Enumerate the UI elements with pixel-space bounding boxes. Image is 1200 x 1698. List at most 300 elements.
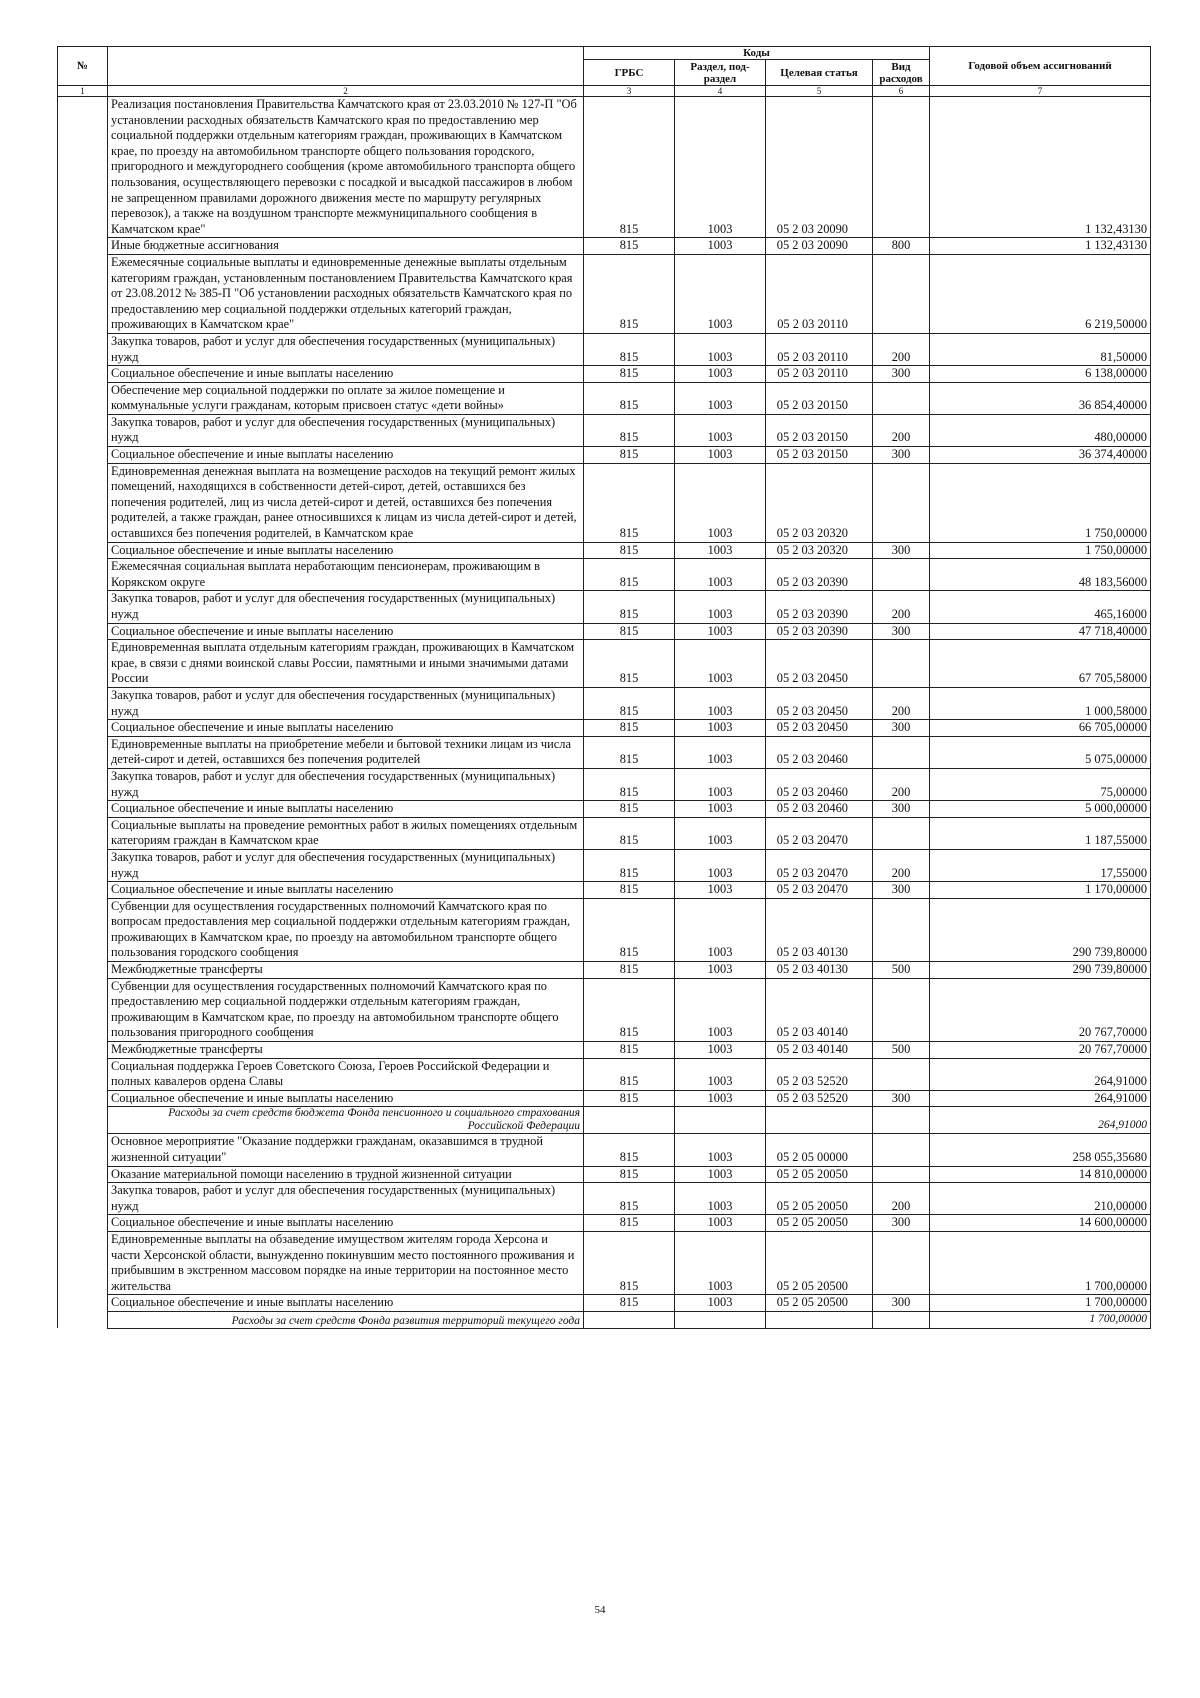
cell-name: Межбюджетные трансферты <box>108 962 584 979</box>
cell-num <box>58 1042 108 1059</box>
cell-num <box>58 1183 108 1215</box>
cell-section: 1003 <box>675 801 766 818</box>
cell-amount: 290 739,80000 <box>930 962 1151 979</box>
cell-grbs <box>584 1311 675 1328</box>
cell-amount: 1 700,00000 <box>930 1311 1151 1328</box>
table-row <box>58 366 1151 383</box>
cell-name: Единовременные выплаты на обзаведение имуществом жителям города Херсона и части Херсонской области, вынужденно покинувшим место постоянного проживания и прибывшим в экстренном массовом порядке на иные территории на постоянное место жительства <box>108 1231 584 1294</box>
cell-name: Единовременные выплаты на приобретение мебели и бытовой техники лицам из числа детей-сирот и детей, оставшихся без попечения родителей <box>108 736 584 768</box>
cell-target: 05 2 05 20500 <box>766 1231 873 1294</box>
cell-num <box>58 238 108 255</box>
cell-num <box>58 817 108 849</box>
cell-type <box>873 382 930 414</box>
cell-section <box>675 1311 766 1328</box>
cell-grbs: 815 <box>584 898 675 961</box>
table-row <box>58 559 1151 591</box>
budget-table <box>57 46 1151 1329</box>
table-row <box>58 1107 1151 1134</box>
budget-table-page <box>57 46 1150 1329</box>
cell-grbs: 815 <box>584 1058 675 1090</box>
cell-grbs: 815 <box>584 1295 675 1312</box>
cell-grbs: 815 <box>584 254 675 333</box>
cell-type <box>873 978 930 1041</box>
table-row <box>58 720 1151 737</box>
cell-type <box>873 463 930 542</box>
cell-type: 200 <box>873 333 930 365</box>
cell-section: 1003 <box>675 640 766 688</box>
cell-num <box>58 447 108 464</box>
cell-amount: 20 767,70000 <box>930 978 1151 1041</box>
cell-type <box>873 1107 930 1134</box>
cell-amount: 1 750,00000 <box>930 542 1151 559</box>
cell-grbs: 815 <box>584 736 675 768</box>
cell-name: Социальное обеспечение и иные выплаты населению <box>108 1295 584 1312</box>
cell-section: 1003 <box>675 463 766 542</box>
cell-type <box>873 1166 930 1183</box>
cell-type <box>873 1058 930 1090</box>
table-row <box>58 414 1151 446</box>
cell-grbs: 815 <box>584 414 675 446</box>
cell-type: 200 <box>873 591 930 623</box>
cell-amount: 1 187,55000 <box>930 817 1151 849</box>
cell-grbs: 815 <box>584 623 675 640</box>
cell-num <box>58 1107 108 1134</box>
header-section: Раздел, под-раздел <box>675 60 766 86</box>
cell-target: 05 2 03 20460 <box>766 768 873 800</box>
cell-name: Субвенции для осуществления государственных полномочий Камчатского края по предоставлению мер социальной поддержки отдельным категориям граждан, проживающим в Камчатском крае, по проезду на автомобильном транспорте общего пользования пригородного сообщения <box>108 978 584 1041</box>
cell-num <box>58 463 108 542</box>
cell-grbs: 815 <box>584 768 675 800</box>
cell-target: 05 2 03 20390 <box>766 591 873 623</box>
cell-target: 05 2 05 20500 <box>766 1295 873 1312</box>
cell-grbs: 815 <box>584 542 675 559</box>
cell-grbs: 815 <box>584 720 675 737</box>
cell-section: 1003 <box>675 97 766 238</box>
header-name <box>108 47 584 86</box>
cell-type <box>873 1231 930 1294</box>
cell-name: Закупка товаров, работ и услуг для обеспечения государственных (муниципальных) нужд <box>108 414 584 446</box>
cell-target: 05 2 03 20460 <box>766 801 873 818</box>
cell-type <box>873 817 930 849</box>
cell-num <box>58 1090 108 1107</box>
cell-amount: 1 700,00000 <box>930 1231 1151 1294</box>
cell-name: Расходы за счет средств Фонда развития территорий текущего года <box>108 1311 584 1328</box>
cell-target: 05 2 03 40140 <box>766 1042 873 1059</box>
cell-section <box>675 1107 766 1134</box>
cell-name: Закупка товаров, работ и услуг для обеспечения государственных (муниципальных) нужд <box>108 1183 584 1215</box>
cell-name: Социальное обеспечение и иные выплаты населению <box>108 447 584 464</box>
col-number: 2 <box>108 86 584 97</box>
cell-num <box>58 720 108 737</box>
cell-type <box>873 97 930 238</box>
cell-target: 05 2 03 40130 <box>766 898 873 961</box>
cell-grbs: 815 <box>584 978 675 1041</box>
cell-amount: 14 600,00000 <box>930 1215 1151 1232</box>
cell-grbs: 815 <box>584 640 675 688</box>
cell-grbs: 815 <box>584 1215 675 1232</box>
cell-section: 1003 <box>675 768 766 800</box>
cell-amount: 1 700,00000 <box>930 1295 1151 1312</box>
cell-num <box>58 382 108 414</box>
cell-num <box>58 414 108 446</box>
cell-grbs: 815 <box>584 882 675 899</box>
header-grbs: ГРБС <box>584 60 675 86</box>
cell-amount: 1 000,58000 <box>930 687 1151 719</box>
cell-section: 1003 <box>675 1295 766 1312</box>
cell-target: 05 2 03 20320 <box>766 542 873 559</box>
cell-num <box>58 559 108 591</box>
cell-name: Основное мероприятие "Оказание поддержки гражданам, оказавшимся в трудной жизненной ситуации" <box>108 1134 584 1166</box>
cell-num <box>58 366 108 383</box>
cell-section: 1003 <box>675 254 766 333</box>
table-row <box>58 97 1151 238</box>
cell-amount: 17,55000 <box>930 849 1151 881</box>
cell-amount: 66 705,00000 <box>930 720 1151 737</box>
table-row <box>58 1058 1151 1090</box>
cell-type: 300 <box>873 720 930 737</box>
cell-amount: 36 374,40000 <box>930 447 1151 464</box>
cell-grbs: 815 <box>584 238 675 255</box>
cell-num <box>58 333 108 365</box>
table-row <box>58 238 1151 255</box>
cell-target: 05 2 03 20460 <box>766 736 873 768</box>
cell-type: 200 <box>873 1183 930 1215</box>
cell-target: 05 2 03 40130 <box>766 962 873 979</box>
cell-type: 300 <box>873 801 930 818</box>
header-type: Вид расходов <box>873 60 930 86</box>
table-row <box>58 254 1151 333</box>
cell-type: 300 <box>873 1215 930 1232</box>
cell-section: 1003 <box>675 849 766 881</box>
cell-amount: 264,91000 <box>930 1058 1151 1090</box>
cell-name: Закупка товаров, работ и услуг для обеспечения государственных (муниципальных) нужд <box>108 591 584 623</box>
cell-section: 1003 <box>675 898 766 961</box>
cell-section: 1003 <box>675 1042 766 1059</box>
cell-section: 1003 <box>675 414 766 446</box>
cell-target: 05 2 03 20150 <box>766 447 873 464</box>
cell-name: Закупка товаров, работ и услуг для обеспечения государственных (муниципальных) нужд <box>108 687 584 719</box>
cell-grbs: 815 <box>584 333 675 365</box>
table-row <box>58 1134 1151 1166</box>
cell-amount: 81,50000 <box>930 333 1151 365</box>
cell-section: 1003 <box>675 1166 766 1183</box>
table-body <box>58 97 1151 1329</box>
cell-name: Закупка товаров, работ и услуг для обеспечения государственных (муниципальных) нужд <box>108 768 584 800</box>
cell-target: 05 2 03 20090 <box>766 238 873 255</box>
cell-section: 1003 <box>675 882 766 899</box>
cell-grbs: 815 <box>584 447 675 464</box>
table-row <box>58 1090 1151 1107</box>
cell-type: 200 <box>873 414 930 446</box>
cell-section: 1003 <box>675 1090 766 1107</box>
table-row <box>58 849 1151 881</box>
cell-name: Социальное обеспечение и иные выплаты населению <box>108 801 584 818</box>
cell-target: 05 2 03 20110 <box>766 366 873 383</box>
cell-target: 05 2 05 20050 <box>766 1166 873 1183</box>
col-number: 7 <box>930 86 1151 97</box>
cell-num <box>58 768 108 800</box>
cell-grbs: 815 <box>584 559 675 591</box>
cell-grbs: 815 <box>584 591 675 623</box>
cell-target: 05 2 03 20390 <box>766 623 873 640</box>
cell-target: 05 2 03 20470 <box>766 882 873 899</box>
cell-grbs: 815 <box>584 962 675 979</box>
cell-type: 300 <box>873 1295 930 1312</box>
table-row <box>58 1183 1151 1215</box>
cell-section: 1003 <box>675 447 766 464</box>
cell-target: 05 2 03 20470 <box>766 849 873 881</box>
cell-grbs: 815 <box>584 1090 675 1107</box>
table-row <box>58 882 1151 899</box>
cell-target: 05 2 03 20470 <box>766 817 873 849</box>
cell-target: 05 2 03 52520 <box>766 1058 873 1090</box>
cell-section: 1003 <box>675 687 766 719</box>
cell-name: Иные бюджетные ассигнования <box>108 238 584 255</box>
cell-name: Ежемесячная социальная выплата неработающим пенсионерам, проживающим в Корякском округе <box>108 559 584 591</box>
cell-num <box>58 97 108 238</box>
cell-section: 1003 <box>675 1134 766 1166</box>
cell-target: 05 2 03 20090 <box>766 97 873 238</box>
table-row <box>58 1215 1151 1232</box>
col-number: 3 <box>584 86 675 97</box>
cell-amount: 14 810,00000 <box>930 1166 1151 1183</box>
cell-num <box>58 801 108 818</box>
cell-section: 1003 <box>675 978 766 1041</box>
cell-type: 300 <box>873 447 930 464</box>
cell-target <box>766 1311 873 1328</box>
cell-amount: 6 219,50000 <box>930 254 1151 333</box>
cell-name: Закупка товаров, работ и услуг для обеспечения государственных (муниципальных) нужд <box>108 849 584 881</box>
cell-type: 300 <box>873 623 930 640</box>
cell-num <box>58 254 108 333</box>
cell-amount: 290 739,80000 <box>930 898 1151 961</box>
cell-type <box>873 254 930 333</box>
cell-grbs: 815 <box>584 366 675 383</box>
cell-section: 1003 <box>675 333 766 365</box>
cell-name: Расходы за счет средств бюджета Фонда пенсионного и социального страхования Российской Федерации <box>108 1107 584 1134</box>
cell-amount: 6 138,00000 <box>930 366 1151 383</box>
cell-grbs: 815 <box>584 382 675 414</box>
cell-num <box>58 687 108 719</box>
cell-section: 1003 <box>675 1215 766 1232</box>
cell-type: 200 <box>873 849 930 881</box>
table-row <box>58 591 1151 623</box>
cell-name: Реализация постановления Правительства Камчатского края от 23.03.2010 № 127-П "Об установлении расходных обязательств Камчатского края по предоставлению мер социальной поддержки отдельным категориям граждан, проживающих в Камчатском крае, по проезду на автомобильном транспорте общего пользования городского, пригородного и междугороднего сообщения (кроме автомобильного транспорта общего пользования, осуществляющего перевозки с посадкой и высадкой пассажиров в любом не запрещенном правилами дорожного движения месте по маршруту регулярных перевозок), а также на воздушном транспорте межмуниципального сообщения в Камчатском крае" <box>108 97 584 238</box>
table-row <box>58 623 1151 640</box>
cell-section: 1003 <box>675 1058 766 1090</box>
cell-num <box>58 962 108 979</box>
cell-type: 200 <box>873 768 930 800</box>
cell-grbs: 815 <box>584 849 675 881</box>
cell-amount: 1 170,00000 <box>930 882 1151 899</box>
cell-grbs: 815 <box>584 97 675 238</box>
cell-grbs: 815 <box>584 817 675 849</box>
cell-target: 05 2 03 20110 <box>766 254 873 333</box>
cell-section: 1003 <box>675 1231 766 1294</box>
cell-amount: 36 854,40000 <box>930 382 1151 414</box>
cell-amount: 1 132,43130 <box>930 97 1151 238</box>
cell-name: Социальное обеспечение и иные выплаты населению <box>108 623 584 640</box>
cell-type <box>873 559 930 591</box>
cell-num <box>58 1231 108 1294</box>
cell-type: 300 <box>873 542 930 559</box>
table-row <box>58 1042 1151 1059</box>
cell-grbs: 815 <box>584 1183 675 1215</box>
table-row <box>58 640 1151 688</box>
cell-type <box>873 736 930 768</box>
cell-name: Социальное обеспечение и иные выплаты населению <box>108 1090 584 1107</box>
cell-section: 1003 <box>675 736 766 768</box>
cell-amount: 480,00000 <box>930 414 1151 446</box>
cell-amount: 75,00000 <box>930 768 1151 800</box>
cell-num <box>58 736 108 768</box>
cell-num <box>58 849 108 881</box>
cell-amount: 47 718,40000 <box>930 623 1151 640</box>
cell-grbs: 815 <box>584 1042 675 1059</box>
table-row <box>58 1166 1151 1183</box>
cell-name: Социальное обеспечение и иные выплаты населению <box>108 720 584 737</box>
cell-target: 05 2 03 20320 <box>766 463 873 542</box>
cell-target: 05 2 03 40140 <box>766 978 873 1041</box>
table-row <box>58 447 1151 464</box>
cell-section: 1003 <box>675 720 766 737</box>
cell-name: Межбюджетные трансферты <box>108 1042 584 1059</box>
cell-name: Субвенции для осуществления государственных полномочий Камчатского края по вопросам предоставления мер социальной поддержки отдельным категориям граждан, проживающих в Камчатском крае, по проезду на автомобильном транспорте общего пользования городского сообщения <box>108 898 584 961</box>
cell-section: 1003 <box>675 382 766 414</box>
cell-num <box>58 623 108 640</box>
cell-section: 1003 <box>675 623 766 640</box>
cell-name: Социальные выплаты на проведение ремонтных работ в жилых помещениях отдельным категориям граждан в Камчатском крае <box>108 817 584 849</box>
cell-amount: 258 055,35680 <box>930 1134 1151 1166</box>
table-header <box>58 47 1151 97</box>
cell-num <box>58 1166 108 1183</box>
cell-section: 1003 <box>675 591 766 623</box>
cell-target: 05 2 03 20150 <box>766 414 873 446</box>
table-row <box>58 1231 1151 1294</box>
table-row <box>58 978 1151 1041</box>
cell-name: Обеспечение мер социальной поддержки по оплате за жилое помещение и коммунальные услуги гражданам, которым присвоен статус «дети войны» <box>108 382 584 414</box>
table-row <box>58 382 1151 414</box>
cell-type <box>873 1134 930 1166</box>
cell-name: Ежемесячные социальные выплаты и единовременные денежные выплаты отдельным категориям граждан, установленным постановлением Правительства Камчатского края от 23.08.2012 № 385-П "Об установлении расходных обязательств Камчатского края по предоставлению мер социальной поддержки отдельных категорий граждан, проживающих в Камчатском крае" <box>108 254 584 333</box>
cell-amount: 20 767,70000 <box>930 1042 1151 1059</box>
cell-target: 05 2 03 20110 <box>766 333 873 365</box>
cell-amount: 264,91000 <box>930 1107 1151 1134</box>
cell-num <box>58 882 108 899</box>
header-target: Целевая статья <box>766 60 873 86</box>
cell-name: Закупка товаров, работ и услуг для обеспечения государственных (муниципальных) нужд <box>108 333 584 365</box>
cell-num <box>58 1215 108 1232</box>
cell-num <box>58 640 108 688</box>
table-row <box>58 463 1151 542</box>
cell-target: 05 2 03 20450 <box>766 640 873 688</box>
cell-grbs: 815 <box>584 1231 675 1294</box>
table-row <box>58 801 1151 818</box>
cell-amount: 48 183,56000 <box>930 559 1151 591</box>
cell-target: 05 2 05 20050 <box>766 1215 873 1232</box>
table-row <box>58 768 1151 800</box>
cell-section: 1003 <box>675 366 766 383</box>
header-num: № <box>58 47 108 86</box>
cell-num <box>58 1058 108 1090</box>
cell-type: 800 <box>873 238 930 255</box>
cell-type: 200 <box>873 687 930 719</box>
cell-name: Единовременная выплата отдельным категориям граждан, проживающих в Камчатском крае, в связи с днями воинской славы России, памятными и иными значимыми датами России <box>108 640 584 688</box>
cell-type <box>873 898 930 961</box>
cell-type: 300 <box>873 882 930 899</box>
cell-num <box>58 1311 108 1328</box>
cell-name: Социальное обеспечение и иные выплаты населению <box>108 366 584 383</box>
cell-num <box>58 542 108 559</box>
table-row <box>58 333 1151 365</box>
cell-grbs: 815 <box>584 463 675 542</box>
cell-name: Единовременная денежная выплата на возмещение расходов на текущий ремонт жилых помещений, находящихся в собственности детей-сирот, детей, оставшихся без попечения родителей, лиц из числа детей-сирот и детей, оставшихся без попечения родителей, а также граждан, ранее относившихся к лицам из числа детей-сирот и детей, оставшихся без попечения родителей, в Камчатском крае <box>108 463 584 542</box>
cell-grbs: 815 <box>584 1166 675 1183</box>
cell-section: 1003 <box>675 542 766 559</box>
cell-amount: 264,91000 <box>930 1090 1151 1107</box>
cell-target: 05 2 03 20450 <box>766 687 873 719</box>
table-row <box>58 898 1151 961</box>
cell-name: Социальная поддержка Героев Советского Союза, Героев Российской Федерации и полных кавалеров ордена Славы <box>108 1058 584 1090</box>
cell-grbs: 815 <box>584 801 675 818</box>
cell-name: Социальное обеспечение и иные выплаты населению <box>108 542 584 559</box>
table-row <box>58 1295 1151 1312</box>
cell-amount: 5 075,00000 <box>930 736 1151 768</box>
cell-section: 1003 <box>675 559 766 591</box>
cell-num <box>58 898 108 961</box>
table-row <box>58 962 1151 979</box>
cell-section: 1003 <box>675 817 766 849</box>
table-row <box>58 687 1151 719</box>
cell-amount: 1 750,00000 <box>930 463 1151 542</box>
col-number: 6 <box>873 86 930 97</box>
header-annual: Годовой объем ассигнований <box>930 47 1151 86</box>
cell-amount: 210,00000 <box>930 1183 1151 1215</box>
cell-name: Социальное обеспечение и иные выплаты населению <box>108 882 584 899</box>
cell-amount: 1 132,43130 <box>930 238 1151 255</box>
cell-section: 1003 <box>675 962 766 979</box>
cell-name: Социальное обеспечение и иные выплаты населению <box>108 1215 584 1232</box>
cell-grbs: 815 <box>584 687 675 719</box>
cell-type <box>873 640 930 688</box>
cell-target: 05 2 03 20450 <box>766 720 873 737</box>
cell-target: 05 2 03 20390 <box>766 559 873 591</box>
cell-grbs: 815 <box>584 1134 675 1166</box>
page-number: 54 <box>594 1604 606 1616</box>
cell-grbs <box>584 1107 675 1134</box>
table-row <box>58 817 1151 849</box>
table-row <box>58 542 1151 559</box>
cell-name: Оказание материальной помощи населению в трудной жизненной ситуации <box>108 1166 584 1183</box>
cell-type <box>873 1311 930 1328</box>
cell-num <box>58 591 108 623</box>
cell-num <box>58 978 108 1041</box>
cell-target <box>766 1107 873 1134</box>
cell-amount: 67 705,58000 <box>930 640 1151 688</box>
cell-num <box>58 1134 108 1166</box>
cell-target: 05 2 05 20050 <box>766 1183 873 1215</box>
cell-amount: 465,16000 <box>930 591 1151 623</box>
cell-num <box>58 1295 108 1312</box>
cell-target: 05 2 05 00000 <box>766 1134 873 1166</box>
cell-section: 1003 <box>675 1183 766 1215</box>
col-number: 1 <box>58 86 108 97</box>
cell-section: 1003 <box>675 238 766 255</box>
cell-amount: 5 000,00000 <box>930 801 1151 818</box>
cell-target: 05 2 03 52520 <box>766 1090 873 1107</box>
cell-type: 300 <box>873 366 930 383</box>
header-codes: Коды <box>584 47 930 60</box>
